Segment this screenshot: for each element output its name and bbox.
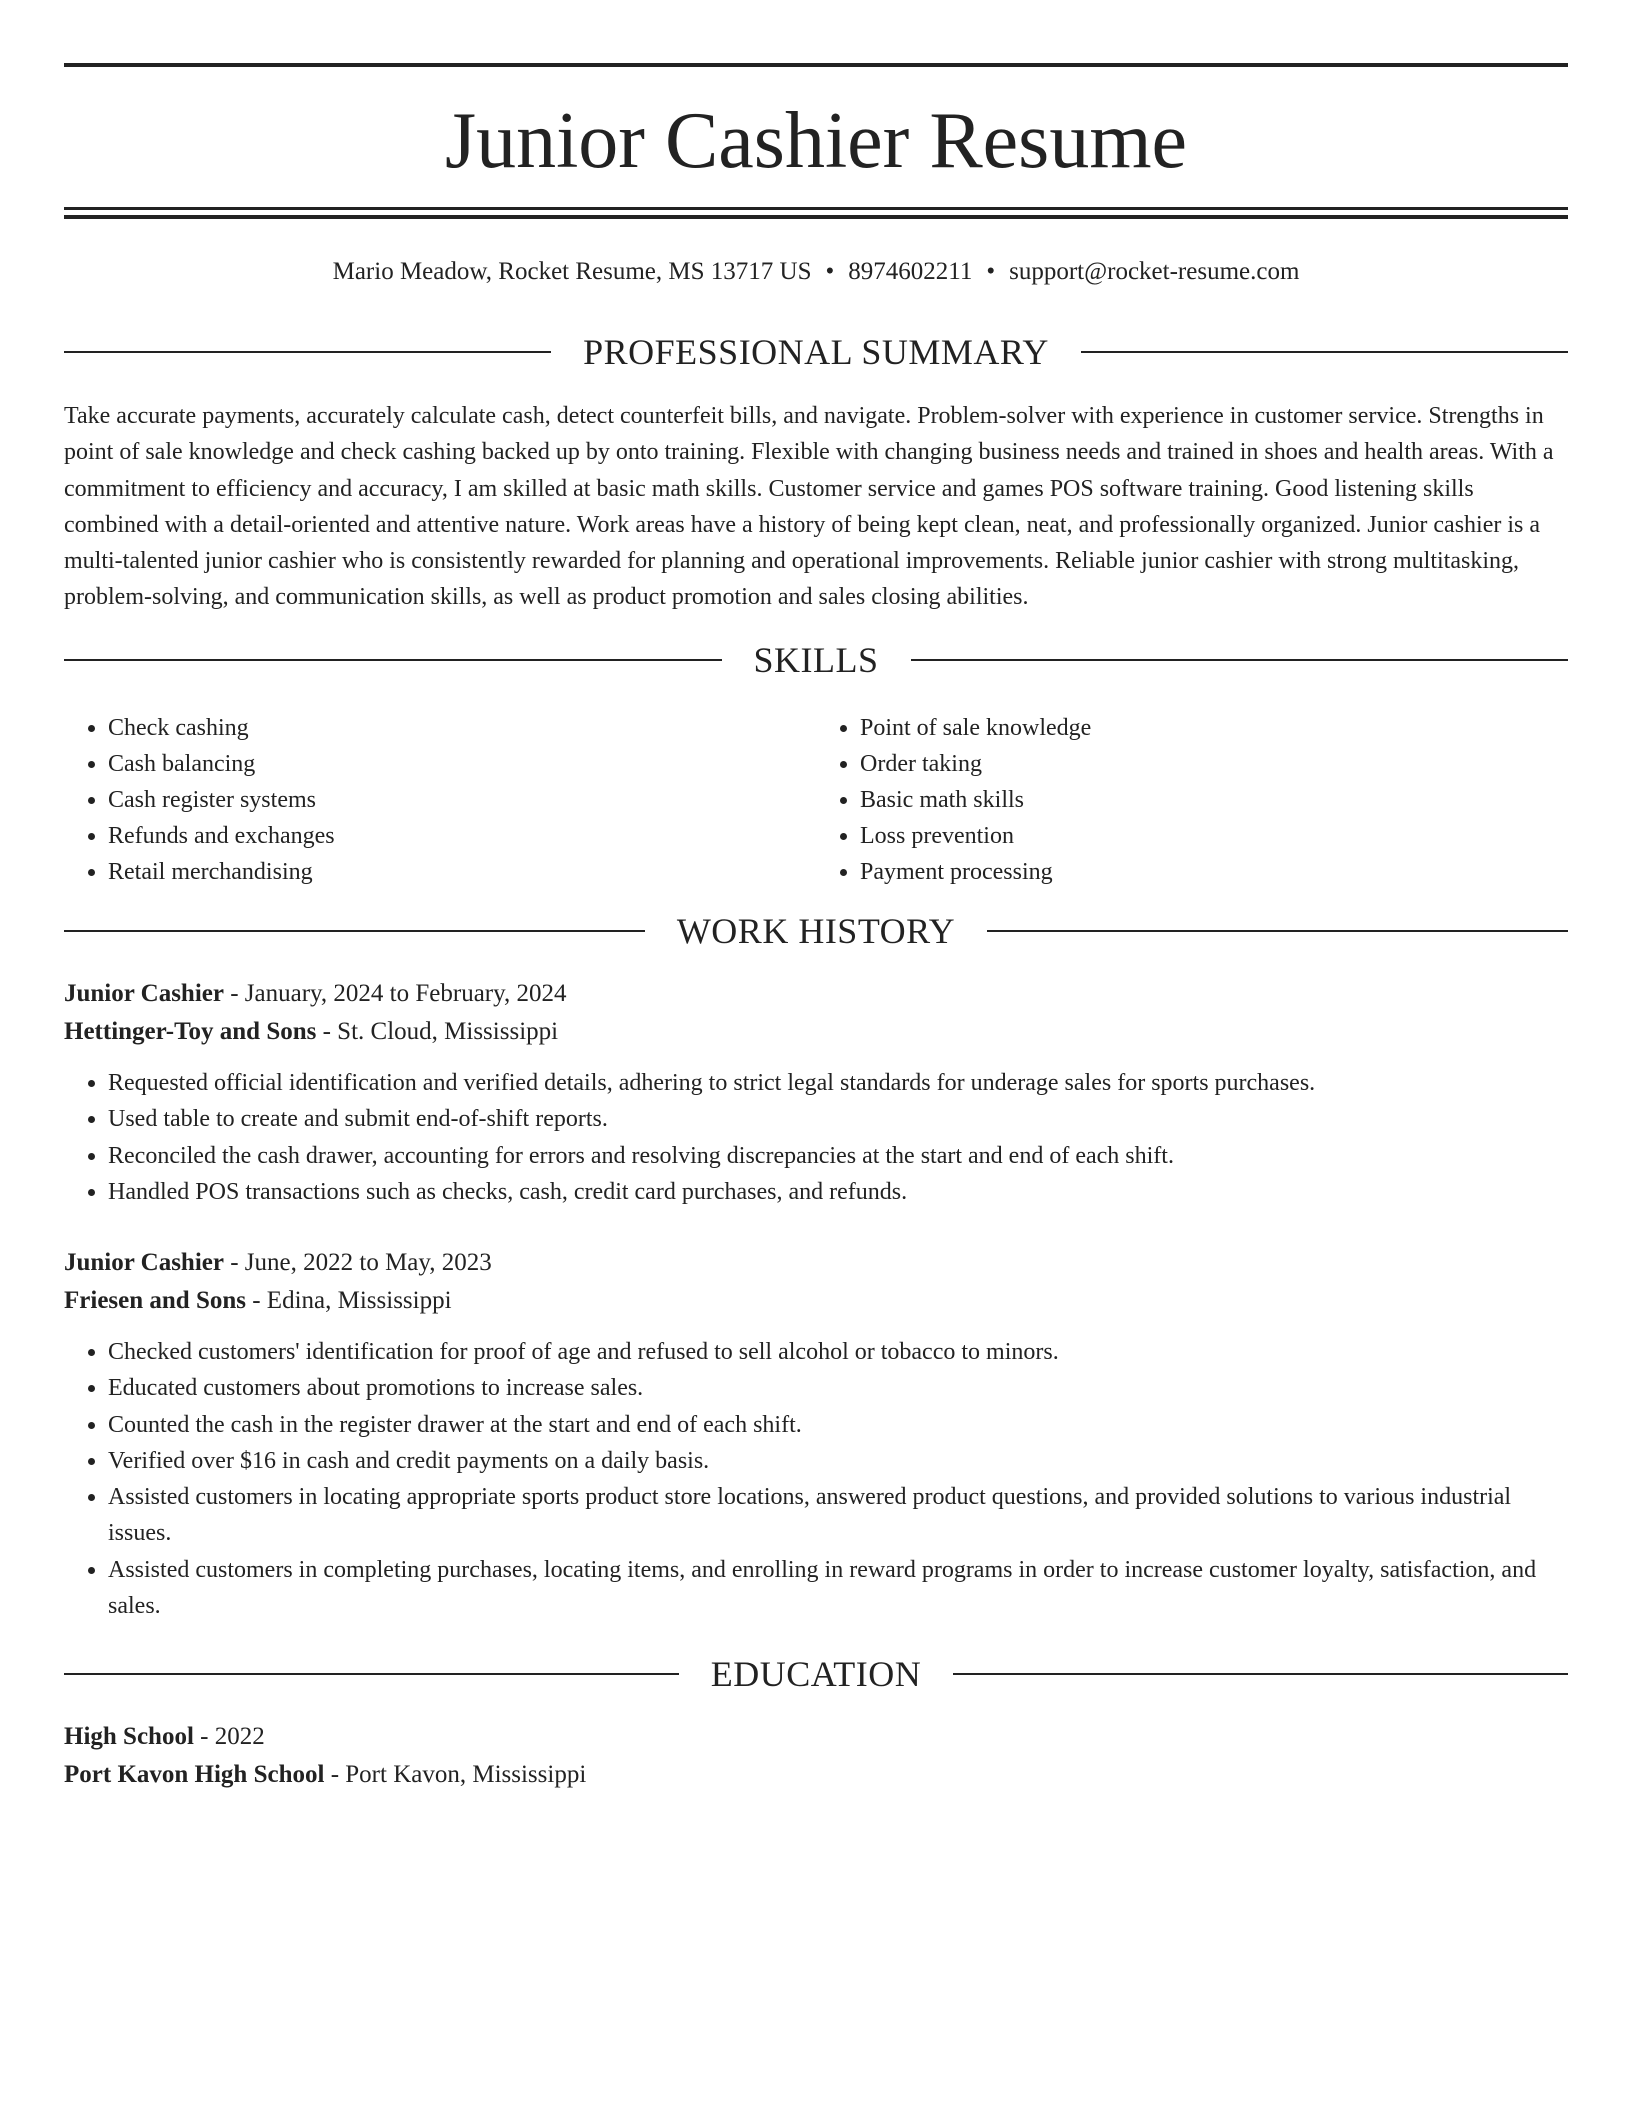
job-bullet: • Educated customers about promotions to increase sales.	[108, 1370, 1568, 1406]
job-bullet: • Verified over $16 in cash and credit payments on a daily basis.	[108, 1443, 1568, 1479]
contact-phone: 8974602211	[848, 258, 973, 285]
skill-item: • Order taking	[860, 746, 1568, 782]
section-title: WORK HISTORY	[676, 911, 956, 951]
job-bullets	[64, 1334, 1568, 1624]
job-bullet: • Counted the cash in the register drawer at the start and end of each shift.	[108, 1407, 1568, 1443]
summary-text: Take accurate payments, accurately calculate cash, detect counterfeit bills, and navigate. Problem-solver with experience in customer service. Strengths in point of sale knowledge and check cashing backed up by onto training. Flexible with changing business needs and trained in shoes and health areas. With a commitment to efficiency and accuracy, I am skilled at basic math skills. Customer service and games POS software training. Good listening skills combined with a detail-oriented and attentive nature. Work areas have a history of being kept clean, neat, and professionally organized. Junior cashier is a multi-talented junior cashier who is consistently rewarded for planning and operational improvements. Reliable junior cashier with strong multitasking, problem-solving, and communication skills, as well as product promotion and sales closing abilities.	[64, 403, 1554, 611]
section-rule	[64, 659, 722, 661]
job-company-line	[64, 1013, 1568, 1051]
job-entry	[64, 975, 1568, 1210]
section-title: EDUCATION	[710, 1654, 922, 1694]
job-bullet: • Assisted customers in completing purchases, locating items, and enrolling in reward programs in order to increase customer loyalty, satisfaction, and sales.	[108, 1552, 1568, 1625]
job-entry	[64, 1244, 1568, 1624]
job-bullet: • Reconciled the cash drawer, accounting for errors and resolving discrepancies at the start and end of each shift.	[108, 1138, 1568, 1174]
job-company: Hettinger-Toy and Sons	[64, 1018, 317, 1045]
skill-item: • Check cashing	[108, 710, 816, 746]
job-bullets	[64, 1065, 1568, 1210]
section-header-work	[64, 909, 1568, 953]
job-title: Junior Cashier	[64, 980, 224, 1007]
title-underline-thick	[64, 215, 1568, 219]
job-bullet: • Handled POS transactions such as checks, cash, credit card purchases, and refunds.	[108, 1174, 1568, 1210]
skill-item: • Cash balancing	[108, 746, 816, 782]
skills-list	[64, 710, 1568, 890]
section-header-skills	[64, 638, 1568, 682]
resume-title: Junior Cashier Resume	[444, 97, 1188, 185]
job-bullet: • Requested official identification and verified details, adhering to strict legal standards for underage sales for sports purchases.	[108, 1065, 1568, 1101]
job-bullet: • Checked customers' identification for proof of age and refused to sell alcohol or tobacco to minors.	[108, 1334, 1568, 1370]
skill-item: • Point of sale knowledge	[860, 710, 1568, 746]
skills-column-right	[816, 710, 1568, 890]
skills-column-left	[64, 710, 816, 890]
section-header-summary	[64, 330, 1568, 374]
section-title: PROFESSIONAL SUMMARY	[583, 332, 1049, 372]
top-rule	[64, 63, 1568, 67]
section-rule	[64, 351, 551, 353]
section-title: SKILLS	[753, 640, 879, 680]
skill-item: • Refunds and exchanges	[108, 818, 816, 854]
contact-separator: •	[825, 258, 835, 285]
education-year: - 2022	[193, 1723, 265, 1750]
section-header-education	[64, 1652, 1568, 1696]
contact-address: Mario Meadow, Rocket Resume, MS 13717 US	[332, 258, 812, 285]
job-company: Friesen and Sons	[64, 1287, 246, 1314]
section-rule	[987, 930, 1568, 932]
skill-item: • Retail merchandising	[108, 854, 816, 890]
contact-email: support@rocket-resume.com	[1009, 258, 1300, 285]
title-underline-thin	[64, 207, 1568, 210]
contact-separator: •	[986, 258, 996, 285]
job-dates: - January, 2024 to February, 2024	[223, 980, 567, 1007]
job-location: - Edina, Mississippi	[245, 1287, 452, 1314]
section-rule	[1081, 351, 1568, 353]
job-title: Junior Cashier	[64, 1249, 224, 1276]
contact-line	[64, 252, 1568, 292]
job-company-line	[64, 1282, 1568, 1320]
job-location: - St. Cloud, Mississippi	[316, 1018, 559, 1045]
job-title-line	[64, 975, 1568, 1013]
education-degree: High School	[64, 1723, 194, 1750]
education-entry	[64, 1718, 1568, 1794]
education-degree-line	[64, 1718, 1568, 1756]
skill-item: • Payment processing	[860, 854, 1568, 890]
skill-item: • Basic math skills	[860, 782, 1568, 818]
section-rule	[64, 1673, 679, 1675]
skill-item: • Cash register systems	[108, 782, 816, 818]
education-school: Port Kavon High School	[64, 1761, 325, 1788]
job-dates: - June, 2022 to May, 2023	[223, 1249, 492, 1276]
job-bullet: • Assisted customers in locating appropriate sports product store locations, answered product questions, and provided solutions to various industrial issues.	[108, 1479, 1568, 1552]
section-rule	[953, 1673, 1568, 1675]
job-bullet: • Used table to create and submit end-of-shift reports.	[108, 1101, 1568, 1137]
section-rule	[64, 930, 645, 932]
section-rule	[911, 659, 1569, 661]
skill-item: • Loss prevention	[860, 818, 1568, 854]
education-school-line	[64, 1756, 1568, 1794]
education-location: - Port Kavon, Mississippi	[324, 1761, 587, 1788]
job-title-line	[64, 1244, 1568, 1282]
